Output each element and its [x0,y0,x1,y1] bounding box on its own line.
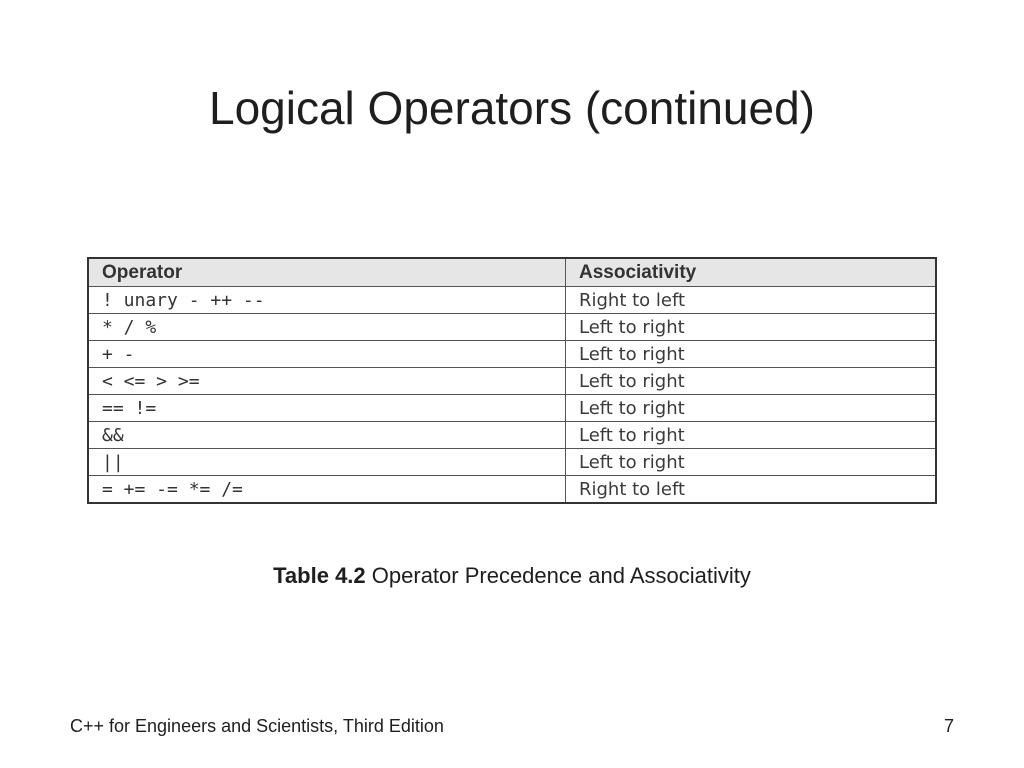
operator-cell: || [88,449,566,476]
table-row [88,476,936,504]
footer-book-title: C++ for Engineers and Scientists, Third Edition [70,716,444,736]
caption-text: Operator Precedence and Associativity [371,563,751,588]
associativity-cell: Left to right [566,368,937,395]
associativity-cell: Left to right [566,341,937,368]
operator-precedence-table [87,257,937,504]
table-row [88,287,936,314]
table-row [88,395,936,422]
associativity-cell: Left to right [566,449,937,476]
table-header-row [88,258,936,287]
table-row [88,449,936,476]
table-row [88,422,936,449]
table-row [88,368,936,395]
caption-label: Table 4.2 [273,563,366,588]
header-operator: Operator [88,258,566,287]
operator-cell: = += -= *= /= [88,476,566,504]
associativity-cell: Left to right [566,395,937,422]
header-associativity: Associativity [566,258,937,287]
associativity-cell: Left to right [566,314,937,341]
associativity-cell: Right to left [566,287,937,314]
associativity-cell: Left to right [566,422,937,449]
table-caption [0,563,1024,589]
operator-cell: ! unary - ++ -- [88,287,566,314]
operator-table-container [87,257,937,504]
slide-title: Logical Operators (continued) [209,82,815,134]
table-row [88,314,936,341]
operator-cell: && [88,422,566,449]
associativity-cell: Right to left [566,476,937,504]
table-row [88,341,936,368]
operator-cell: * / % [88,314,566,341]
operator-cell: + - [88,341,566,368]
operator-cell: == != [88,395,566,422]
page-number: 7 [943,716,954,736]
operator-cell: < <= > >= [88,368,566,395]
